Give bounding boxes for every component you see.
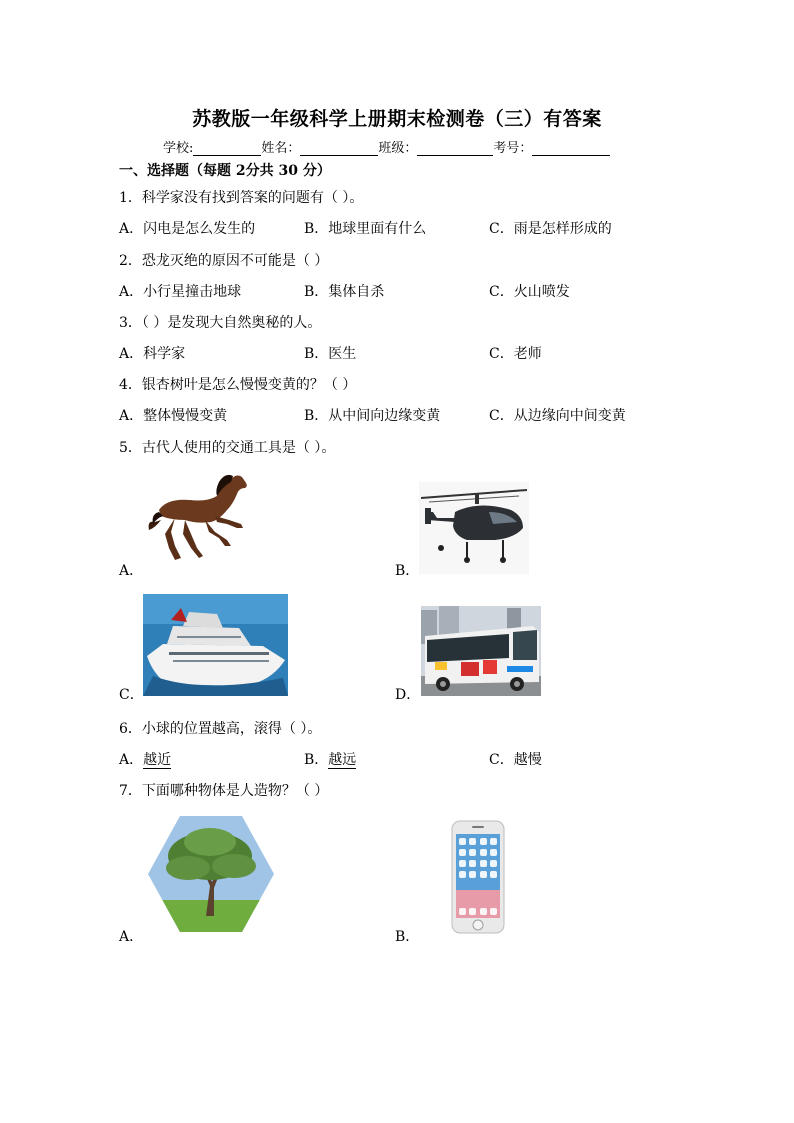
q2-option-a: A．小行星撞击地球 — [119, 284, 242, 300]
smartphone-image — [451, 820, 505, 934]
question-3: 3．（ ）是发现大自然奥秘的人。 — [119, 315, 322, 331]
question-2: 2．恐龙灭绝的原因不可能是（ ） — [119, 253, 329, 269]
tree-image — [148, 816, 274, 932]
school-label: 学校: — [163, 141, 194, 156]
q7-option-b: B． — [395, 929, 420, 945]
cruise-ship-image — [143, 594, 288, 696]
q6-option-c: C．越慢 — [489, 752, 542, 768]
q2-option-b: B．集体自杀 — [304, 284, 385, 300]
q6-option-b-prefix: B． — [304, 752, 329, 768]
question-4: 4．银杏树叶是怎么慢慢变黄的？（ ） — [119, 377, 357, 393]
horse-image — [145, 470, 260, 565]
q5-option-c: C． — [119, 687, 144, 703]
exam-number-label: 考号： — [493, 141, 533, 156]
q5-option-d: D． — [395, 687, 421, 703]
name-field[interactable] — [300, 141, 378, 156]
exam-number-field[interactable] — [532, 141, 610, 156]
question-7: 7．下面哪种物体是人造物？（ ） — [119, 783, 329, 799]
q1-option-a: A．闪电是怎么发生的 — [119, 221, 256, 237]
student-info-line — [163, 137, 610, 156]
q6-option-a — [119, 749, 171, 769]
class-label: 班级： — [378, 141, 418, 156]
q2-option-c: C．火山喷发 — [489, 284, 570, 300]
q6-option-a-prefix: A． — [119, 752, 144, 768]
name-label: 姓名： — [261, 141, 301, 156]
q3-option-a: A．科学家 — [119, 346, 186, 362]
q6-option-b — [304, 749, 356, 769]
question-1: 1．科学家没有找到答案的问题有（ ）。 — [119, 190, 364, 206]
q4-option-b: B．从中间向边缘变黄 — [304, 408, 441, 424]
section-heading: 一、选择题（每题 2分共 30 分） — [119, 163, 331, 179]
q1-option-c: C．雨是怎样形成的 — [489, 221, 612, 237]
q5-option-b: B． — [395, 563, 420, 579]
question-5: 5．古代人使用的交通工具是（ ）。 — [119, 440, 336, 456]
q3-option-c: C．老师 — [489, 346, 542, 362]
q7-option-a: A． — [119, 929, 144, 945]
page-title: 苏教版一年级科学上册期末检测卷（三）有答案 — [192, 108, 602, 130]
question-6: 6．小球的位置越高，滚得（ ）。 — [119, 721, 322, 737]
q3-option-b: B．医生 — [304, 346, 357, 362]
bus-image — [421, 606, 541, 696]
helicopter-image — [419, 482, 529, 574]
q4-option-a: A．整体慢慢变黄 — [119, 408, 228, 424]
q6-option-b-text: 越远 — [328, 752, 357, 768]
q1-option-b: B．地球里面有什么 — [304, 221, 427, 237]
q6-option-a-text: 越近 — [143, 752, 172, 768]
class-field[interactable] — [417, 141, 493, 156]
q5-option-a: A． — [119, 563, 144, 579]
q4-option-c: C．从边缘向中间变黄 — [489, 408, 626, 424]
school-field[interactable] — [193, 141, 261, 156]
